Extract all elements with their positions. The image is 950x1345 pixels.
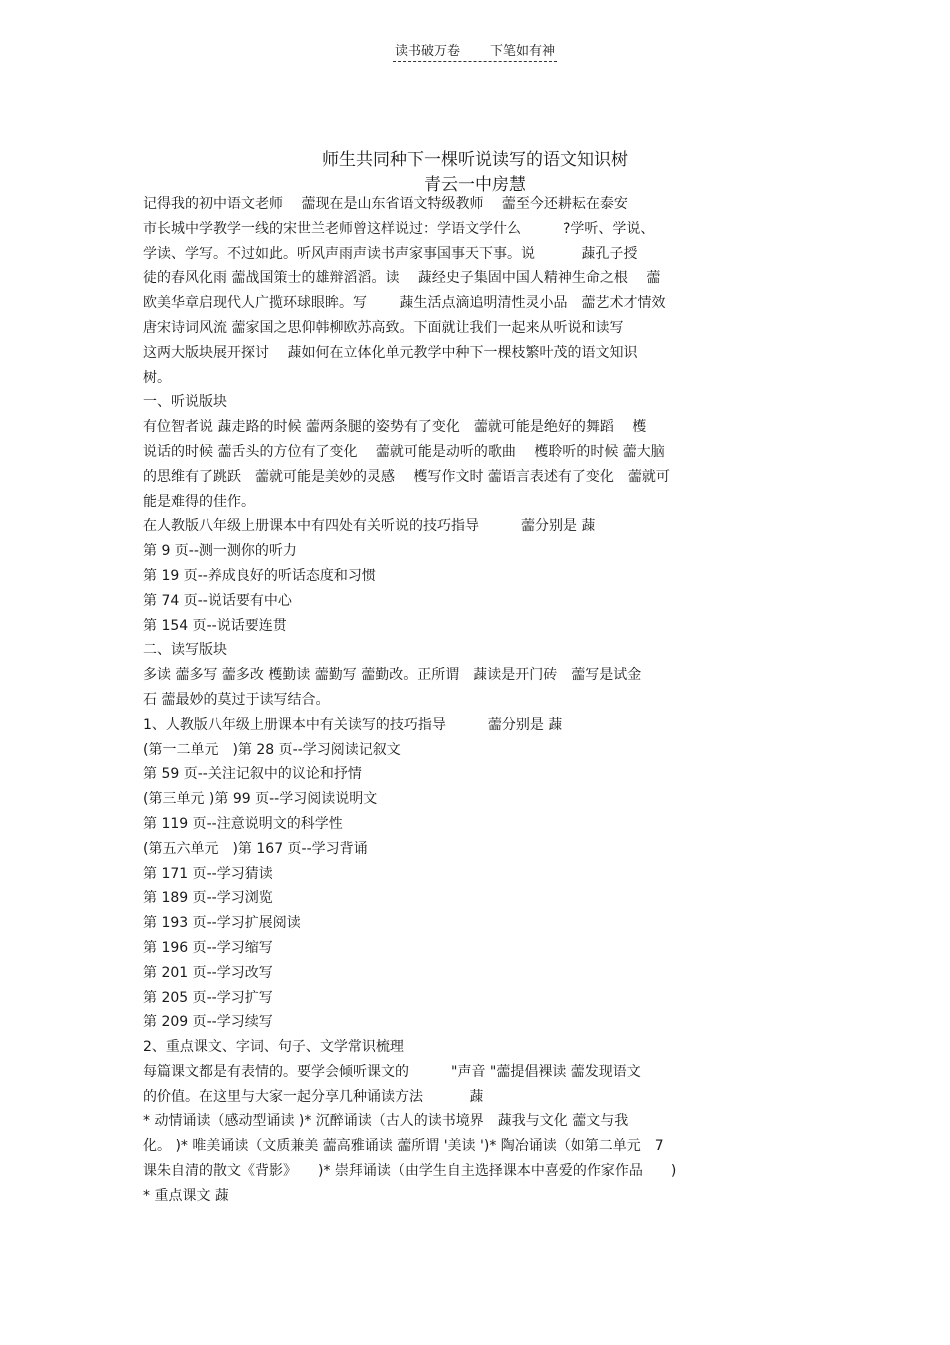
body-line: 一、听说版块 bbox=[143, 394, 227, 411]
body-line: 石 蘦最妙的莫过于读写结合。 bbox=[143, 691, 330, 708]
body-line: 第 9 页--测一测你的听力 bbox=[143, 543, 297, 560]
body-line: 第 189 页--学习浏览 bbox=[143, 890, 273, 907]
body-line: 第 74 页--说话要有中心 bbox=[143, 592, 292, 609]
body-line: 每篇课文都是有表情的。要学会倾听课文的 "声音 "蘦提倡裸读 蘦发现语文 bbox=[143, 1063, 641, 1080]
body-line: 第 119 页--注意说明文的科学性 bbox=[143, 815, 343, 832]
body-line: 市长城中学教学一线的宋世兰老师曾这样说过：学语文学什么 ?学听、学说、 bbox=[143, 220, 655, 237]
page-header bbox=[0, 40, 950, 62]
body-line: * 动情诵读（感动型诵读 )* 沉醉诵读（古人的读书境界 䔫我与文化 蘦文与我 bbox=[143, 1113, 629, 1130]
body-line: (第一二单元 )第 28 页--学习阅读记叙文 bbox=[143, 741, 401, 758]
body-line: 多读 蘦多写 蘦多改 檴勤读 蘦勤写 蘦勤改。正所谓 䔫读是开门砖 蘦写是试金 bbox=[143, 667, 642, 684]
header-left-text: 读书破万卷 bbox=[394, 44, 460, 59]
body-line: 第 19 页--养成良好的听话态度和习惯 bbox=[143, 567, 376, 584]
body-line: * 重点课文 䔫 bbox=[143, 1187, 229, 1204]
body-line: 在人教版八年级上册课本中有四处有关听说的技巧指导 蘦分别是 䔫 bbox=[143, 518, 596, 535]
body-line: 化。 )* 唯美诵读（文质兼美 蘦高雅诵读 蘦所谓 '美读 ')* 陶冶诵读（如第二单元 7 bbox=[143, 1138, 664, 1155]
body-line: 学读、学写。不过如此。听风声雨声读书声家事国事天下事。说 䔫孔子授 bbox=[143, 245, 638, 262]
body-line: 树。 bbox=[143, 369, 171, 386]
body-line: 2、重点课文、字词、句子、文学常识梳理 bbox=[143, 1039, 404, 1056]
header-right-text: 下笔如有神 bbox=[490, 44, 556, 59]
body-line: 有位智者说 䔫走路的时候 蘦两条腿的姿势有了变化 蘦就可能是绝好的舞蹈 檴 bbox=[143, 419, 647, 436]
body-line: 第 196 页--学习缩写 bbox=[143, 939, 273, 956]
body-line: 这两大版块展开探讨 䔫如何在立体化单元教学中种下一棵枝繁叶茂的语文知识 bbox=[143, 344, 638, 361]
body-line: 第 201 页--学习改写 bbox=[143, 964, 273, 981]
body-line: 徒的春风化雨 蘦战国策士的雄辩滔滔。读 䔫经史子集固中国人精神生命之根 蘦 bbox=[143, 270, 661, 287]
body-line: 课朱自清的散文《背影》 )* 崇拜诵读（由学生自主选择课本中喜爱的作家作品 ) bbox=[143, 1163, 677, 1180]
body-line: 记得我的初中语文老师 蘦现在是山东省语文特级教师 蘦至今还耕耘在泰安 bbox=[143, 196, 628, 212]
body-line: 第 205 页--学习扩写 bbox=[143, 989, 273, 1006]
body-line: 二、读写版块 bbox=[143, 642, 227, 659]
body-line: 唐宋诗词风流 蘦家国之思仰韩柳欧苏高致。下面就让我们一起来从听说和读写 bbox=[143, 319, 624, 336]
body-line: 能是难得的佳作。 bbox=[143, 493, 255, 510]
body-line: 欧美华章启现代人广揽环球眼眸。写 䔫生活点滴追明清性灵小品 蘦艺术才情效 bbox=[143, 295, 666, 312]
body-line: (第五六单元 )第 167 页--学习背诵 bbox=[143, 840, 368, 857]
body-line: 说话的时候 蘦舌头的方位有了变化 蘦就可能是动听的歌曲 檴聆听的时候 蘦大脑 bbox=[143, 443, 665, 460]
body-line: 第 171 页--学习猜读 bbox=[143, 865, 273, 882]
body-line: 1、人教版八年级上册课本中有关读写的技巧指导 蘦分别是 䔫 bbox=[143, 716, 563, 733]
body-line: 第 209 页--学习续写 bbox=[143, 1014, 273, 1031]
document-body bbox=[143, 192, 718, 1209]
body-line: 的思维有了跳跃 蘦就可能是美妙的灵感 檴写作文时 蘦语言表述有了变化 蘦就可 bbox=[143, 468, 670, 485]
body-line: (第三单元 )第 99 页--学习阅读说明文 bbox=[143, 791, 378, 808]
header-motto bbox=[393, 40, 557, 62]
document-title: 师生共同种下一棵听说读写的语文知识树 bbox=[322, 150, 628, 170]
body-line: 的价值。在这里与大家一起分享几种诵读方法 䔫 bbox=[143, 1088, 484, 1105]
document-author: 青云一中房慧 bbox=[424, 175, 526, 195]
body-line: 第 193 页--学习扩展阅读 bbox=[143, 915, 301, 932]
body-line: 第 154 页--说话要连贯 bbox=[143, 617, 287, 634]
body-line: 第 59 页--关注记叙中的议论和抒情 bbox=[143, 766, 362, 783]
